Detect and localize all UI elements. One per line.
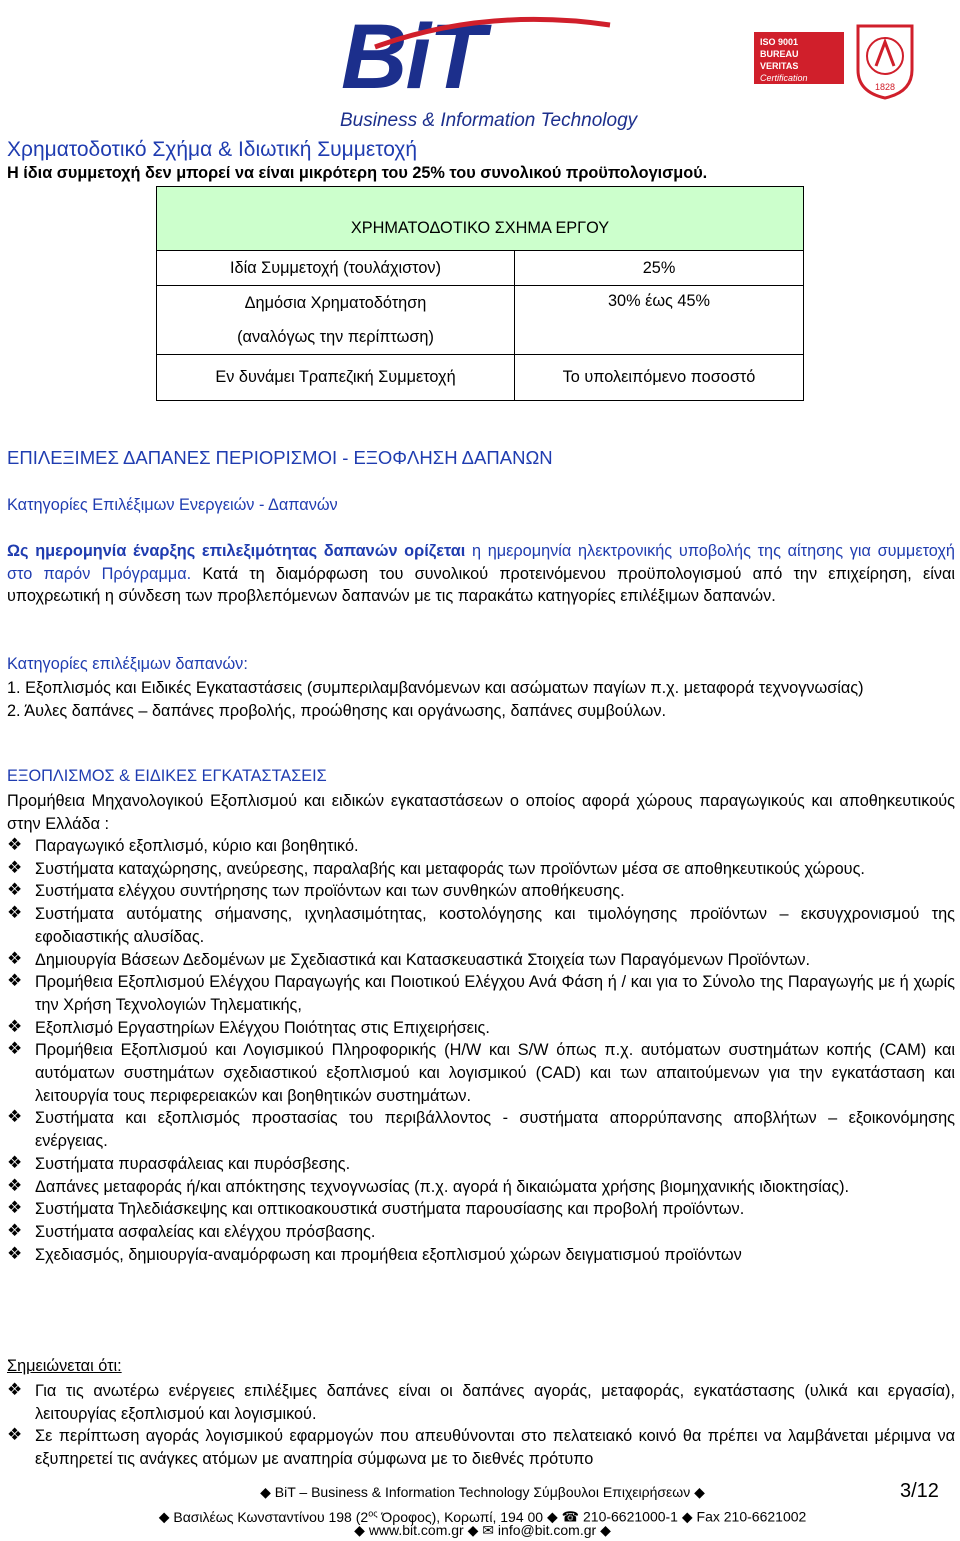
bullet-diamond-icon: ❖: [7, 1243, 23, 1263]
table-row: [157, 355, 804, 401]
list-item-text: Συστήματα Τηλεδιάσκεψης και οπτικοακουστικά συστήματα παρουσίασης και προβολή προϊόντων.: [35, 1200, 745, 1219]
bureau-veritas-seal-icon: [854, 22, 916, 100]
diamond-icon: ◆: [681, 1508, 693, 1525]
page-subtitle: Η ίδια συμμετοχή δεν μπορεί να είναι μικρότερη του 25% του συνολικού προϋπολογισμού.: [7, 164, 708, 182]
bullet-diamond-icon: ❖: [7, 857, 23, 877]
footer-email[interactable]: info@bit.com.gr: [497, 1522, 597, 1538]
eligible-categories-title: Κατηγορίες Επιλέξιμων Ενεργειών - Δαπανών: [7, 496, 338, 514]
intro-bold: Ως ημερομηνία έναρξης επιλεξιμότητας δαπανών ορίζεται: [7, 542, 466, 560]
page-number: [900, 1480, 939, 1503]
list-item-text: Συστήματα ελέγχου συντήρησης των προϊόντων και των συνθηκών αποθήκευσης.: [35, 882, 625, 901]
diamond-icon: ◆: [158, 1508, 170, 1525]
diamond-icon: ◆: [467, 1522, 479, 1538]
table-cell-label: [157, 286, 515, 355]
eligible-list-title: Κατηγορίες επιλέξιμων δαπανών:: [7, 655, 248, 673]
bullet-diamond-icon: ❖: [7, 1380, 23, 1399]
page-title: Χρηματοδοτικό Σχήμα & Ιδιωτική Συμμετοχή: [7, 138, 418, 161]
bullet-diamond-icon: ❖: [7, 903, 23, 923]
eligible-section-title: ΕΠΙΛΕΞΙΜΕΣ ΔΑΠΑΝΕΣ ΠΕΡΙΟΡΙΣΜΟΙ - ΕΞΟΦΛΗΣΗ ΔΑΠΑΝΩΝ: [7, 447, 553, 468]
footer-line-3: [10, 1520, 955, 1541]
bit-logo-subtitle: Business & Information Technology: [340, 110, 638, 131]
list-item: [7, 1176, 955, 1199]
footer-phone: 210-6621000-1: [583, 1508, 678, 1525]
cert-year: 1828: [874, 82, 896, 92]
page-total: /12: [911, 1480, 939, 1502]
equipment-section-title: ΕΞΟΠΛΙΣΜΟΣ & ΕΙΔΙΚΕΣ ΕΓΚΑΤΑΣΤΑΣΕΙΣ: [7, 767, 327, 785]
list-item-text: Συστήματα αυτόματης σήμανσης, ιχνηλασιμότητας, κοστολόγησης και τιμολόγησης προϊόντων – εκσυγχρονισμού της εφοδιαστικής αλυσίδας.: [35, 905, 955, 946]
list-item: [7, 1153, 955, 1176]
bullet-diamond-icon: ❖: [7, 1016, 23, 1036]
list-item: [7, 880, 955, 903]
footer-line-1: [10, 1482, 955, 1503]
list-item-text: Για τις ανωτέρω ενέργειες επιλέξιμες δαπάνες είναι οι δαπάνες αγοράς, μεταφοράς, εγκατάστασης (υλικά και εργασία), λειτουργίας εξοπλισμού και λογισμικού.: [35, 1382, 955, 1423]
table-row: [157, 251, 804, 286]
table-cell-value-text: 30% έως 45%: [607, 292, 711, 310]
cert-line-2: BUREAU VERITAS: [760, 49, 799, 71]
list-item-text: Παραγωγικό εξοπλισμό, κύριο και βοηθητικό.: [35, 837, 359, 855]
list-item: [7, 1425, 955, 1470]
table-header-row: [157, 187, 804, 251]
footer-web[interactable]: www.bit.com.gr: [368, 1522, 464, 1538]
equipment-intro: Προμήθεια Μηχανολογικού Εξοπλισμού και ειδικών εγκαταστάσεων ο οποίος αφορά χώρους παραγωγικούς και αποθηκευτικούς στην Ελλάδα :: [7, 792, 955, 833]
financing-table: [156, 186, 804, 401]
intro-rest: η ημερομηνία ηλεκτρονικής υποβολής της αίτησης για συμμετοχή στο παρόν Πρόγραμμα.: [7, 542, 955, 583]
eligible-list: [7, 677, 955, 722]
diamond-icon: ◆: [354, 1522, 365, 1538]
bullet-diamond-icon: ❖: [7, 948, 23, 968]
list-item: [7, 1107, 955, 1152]
list-item: [7, 949, 955, 972]
notes-list: [7, 1380, 955, 1471]
bullet-diamond-icon: ❖: [7, 1425, 23, 1445]
footer-address: Βασιλέως Κωνσταντίνου 198 ($2^{o\varsigma}$ Όροφος), Κορωπί, 194 00: [173, 1508, 544, 1525]
table-cell-label-line1: Δημόσια Χρηματοδότηση: [244, 294, 427, 312]
list-item: 2. Άυλες δαπάνες – δαπάνες προβολής, προώθησης και οργάνωσης, δαπάνες συμβούλων.: [7, 701, 667, 720]
iso-cert-box: [754, 32, 844, 84]
bullet-diamond-icon: ❖: [7, 1175, 23, 1195]
diamond-icon: ◆: [260, 1484, 271, 1500]
bit-logo: [335, 5, 638, 140]
phone-icon: ☎: [561, 1508, 580, 1525]
table-cell-label: Ιδία Συμμετοχή (τουλάχιστον): [157, 251, 515, 286]
list-item-text: Δαπάνες μεταφοράς ή/και απόκτησης τεχνογνωσίας (π.χ. αγορά ή δικαιώματα χρήσης βιομηχανικής ιδιοκτησίας).: [35, 1177, 850, 1196]
diamond-icon: ◆: [694, 1484, 705, 1500]
list-item-text: Εξοπλισμό Εργαστηρίων Ελέγχου Ποιότητας στις Επιχειρήσεις.: [35, 1018, 490, 1037]
list-item: [7, 971, 955, 1016]
list-item-text: Σε περίπτωση αγοράς λογισμικού εφαρμογών που απευθύνονται στο πελατειακό κοινό θα πρέπει να λαμβάνεται μέριμνα να εξυπηρετεί τις ανάγκες ατόμων με αναπηρία σύμφωνα με το διεθνές πρότυπο: [35, 1427, 955, 1469]
table-cell-value: Το υπολειπόμενο ποσοστό: [515, 355, 804, 401]
cert-line-1: ISO 9001: [760, 37, 799, 47]
list-item-text: Σχεδιασμός, δημιουργία-αναμόρφωση και προμήθεια εξοπλισμού χώρων δειγματισμού προϊόντων: [35, 1245, 742, 1264]
list-item: [7, 1380, 955, 1425]
bullet-diamond-icon: ❖: [7, 1152, 23, 1172]
list-item: [7, 858, 955, 881]
bullet-diamond-icon: ❖: [7, 1220, 23, 1240]
table-cell-value: 25%: [515, 251, 804, 286]
list-item: [7, 903, 955, 948]
notes-title: Σημειώνεται ότι:: [7, 1357, 122, 1375]
list-item: 1. Εξοπλισμός και Ειδικές Εγκαταστάσεις (συμπεριλαμβανόμενων και ασώματων παγίων π.χ. μεταφορά τεχνογνωσίας): [7, 679, 864, 697]
bullet-diamond-icon: ❖: [7, 880, 23, 900]
list-item: [7, 835, 955, 858]
table-cell-label-line2: (αναλόγως την περίπτωση): [237, 328, 434, 346]
bullet-diamond-icon: ❖: [7, 1107, 23, 1127]
bullet-diamond-icon: ❖: [7, 835, 23, 854]
list-item: [7, 1221, 955, 1244]
list-item: [7, 1198, 955, 1221]
list-item: [7, 1244, 955, 1267]
list-item: [7, 1017, 955, 1040]
list-item-text: Συστήματα πυρασφάλειας και πυρόσβεσης.: [35, 1154, 351, 1173]
footer-fax: Fax 210-6621002: [696, 1508, 807, 1525]
diamond-icon: ◆: [600, 1522, 611, 1538]
list-item-text: Προμήθεια Εξοπλισμού και Λογισμικού Πληροφορικής (H/W και S/W όπως π.χ. αυτόματων συστημάτων κοπής (CAM) και αυτόματων συστημάτων σχεδιαστικού εξοπλισμού και λογισμικού (CAD) και των απαιτούμενων για την εγκατάσταση και λειτουργία τους περιφερειακών και βοηθητικών συστημάτων.: [35, 1041, 955, 1105]
bullet-diamond-icon: ❖: [7, 1039, 23, 1059]
eligibility-intro: [7, 540, 955, 608]
logo-swoosh-icon: [365, 15, 615, 55]
equipment-list: [7, 835, 955, 1266]
table-header: ΧΡΗΜΑΤΟΔΟΤΙΚΟ ΣΧΗΜΑ ΕΡΓΟΥ: [157, 187, 804, 251]
table-row: [157, 286, 804, 355]
table-cell-label: Εν δυνάμει Τραπεζική Συμμετοχή: [157, 355, 515, 401]
bullet-diamond-icon: ❖: [7, 1198, 23, 1218]
list-item-text: Συστήματα ασφαλείας και ελέγχου πρόσβασης.: [35, 1222, 376, 1241]
bit-logo-text: BiT: [341, 6, 484, 108]
table-cell-value: [515, 286, 804, 355]
list-item-text: Προμήθεια Εξοπλισμού Ελέγχου Παραγωγής και Ποιοτικού Ελέγχου Ανά Φάση ή / και για το Σύνολο της Παραγωγής με ή χωρίς την Χρήση Τεχνολογιών Τηλεματικής,: [35, 973, 955, 1014]
bullet-diamond-icon: ❖: [7, 971, 23, 991]
email-icon: ✉: [482, 1522, 495, 1538]
list-item-text: Συστήματα καταχώρησης, ανεύρεσης, παραλαβής και μεταφοράς των προϊόντων μέσα σε αποθηκευτικούς χώρους.: [35, 859, 865, 878]
footer-company: BiT – Business & Information Technology Σύμβουλοι Επιχειρήσεων: [274, 1484, 691, 1500]
page-current: 3: [900, 1480, 912, 1502]
certification-badge: [754, 22, 894, 100]
list-item-text: Δημιουργία Βάσεων Δεδομένων με Σχεδιαστικά και Κατασκευαστικά Στοιχεία των Παραγόμενων Προϊόντων.: [35, 950, 811, 969]
diamond-icon: ◆: [546, 1508, 558, 1525]
cert-line-3: Certification: [760, 73, 808, 83]
intro-body: Κατά τη διαμόρφωση του συνολικού προτεινόμενου προϋπολογισμού από την επιχείρηση, είναι υποχρεωτική η σύνδεση των προβλεπόμενων δαπανών με τις παρακάτω κατηγορίες επιλέξιμων δαπανών.: [7, 564, 955, 606]
list-item-text: Συστήματα και εξοπλισμός προστασίας του περιβάλλοντος - συστήματα απορρύπανσης αποβλήτων – εξοικονόμησης ενέργειας.: [35, 1109, 955, 1151]
list-item: [7, 1039, 955, 1107]
